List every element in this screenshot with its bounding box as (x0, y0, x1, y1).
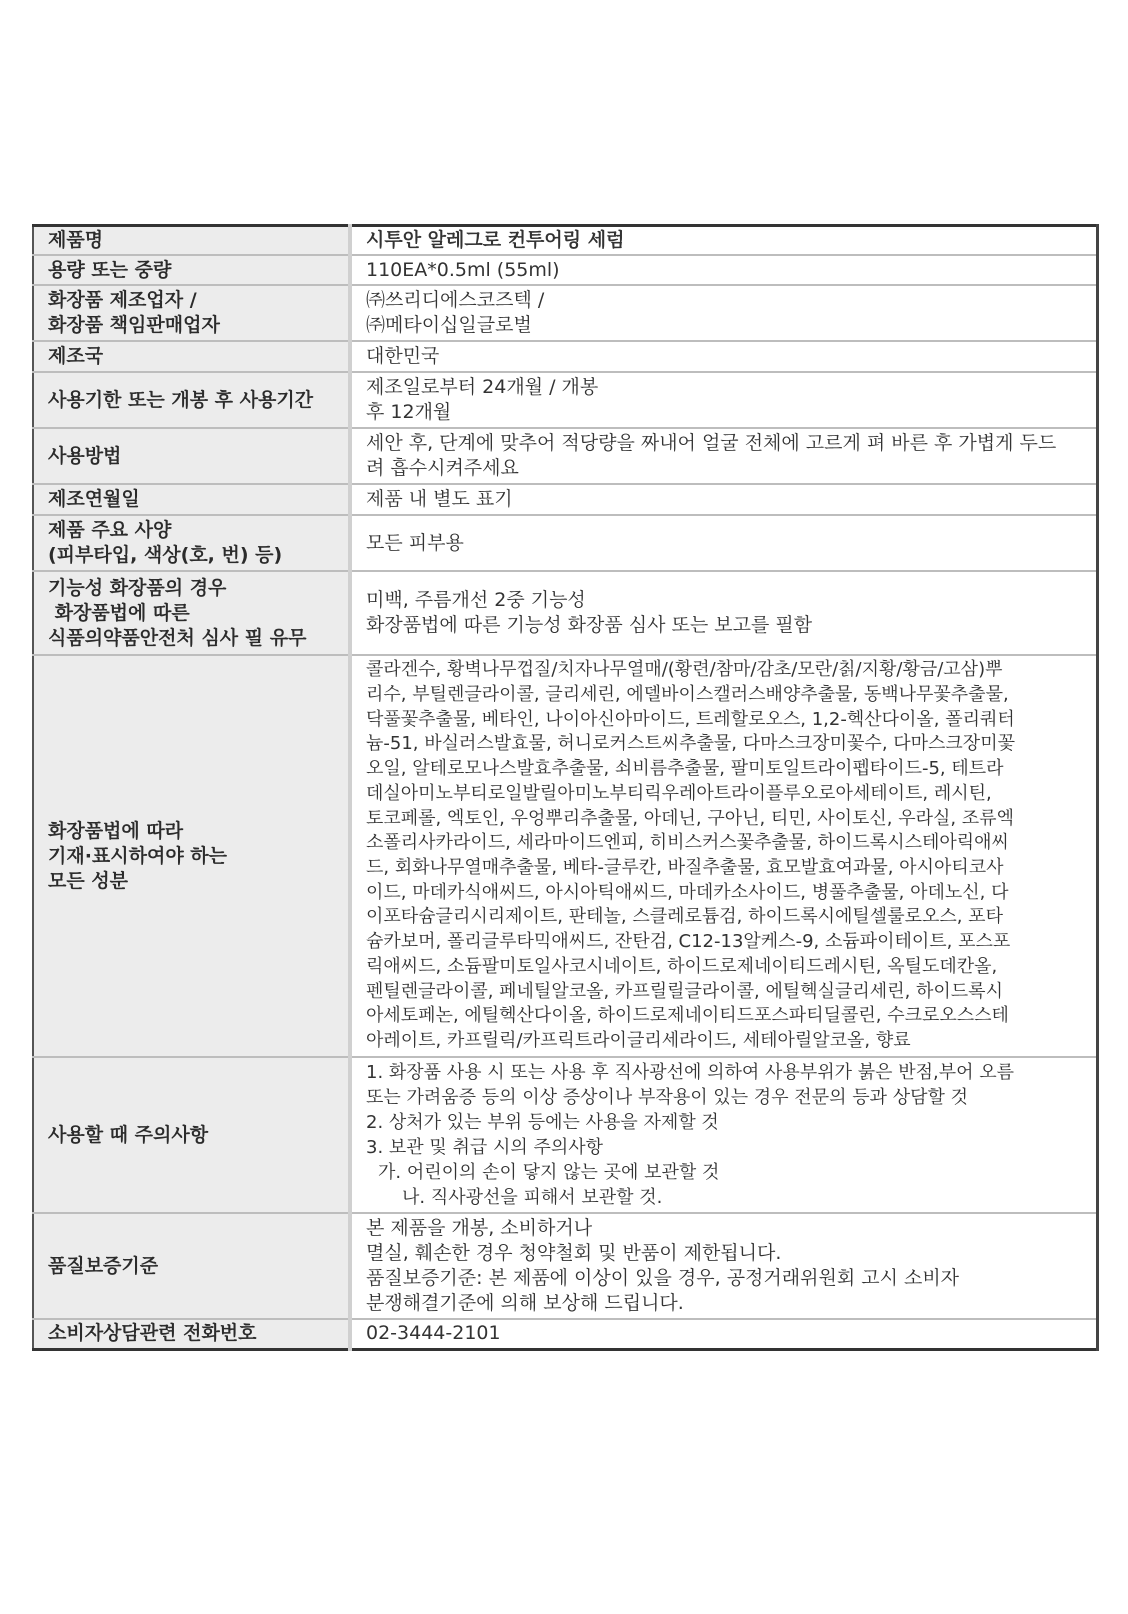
row-value-line: 세안 후, 단계에 맞추어 적당량을 짜내어 얼굴 전체에 고르게 펴 바른 후 가볍게 두드 (366, 432, 1057, 454)
caution-line: 2. 상처가 있는 부위 등에는 사용을 자제할 것 (366, 1112, 719, 1133)
row-label-line: 품질보증기준 (48, 1254, 159, 1277)
ingredient-line: 이드, 마데카식애씨드, 아시아틱애씨드, 마데카소사이드, 병풀추출물, 아데노신, 다 (366, 881, 1009, 903)
row-value (350, 655, 1098, 1057)
row-value (350, 285, 1098, 341)
ingredient-line: 토코페롤, 엑토인, 우엉뿌리추출물, 아데닌, 구아닌, 티민, 사이토신, 우라실, 조류엑 (366, 807, 1014, 829)
table-row (33, 285, 1098, 341)
row-value-line: 멸실, 훼손한 경우 청약철회 및 반품이 제한됩니다. (366, 1242, 782, 1264)
row-label-line: 화장품법에 따라 (48, 819, 184, 842)
table-row (33, 484, 1098, 515)
row-value-line: 대한민국 (366, 345, 440, 367)
row-label-line: 제조국 (48, 345, 104, 367)
ingredient-line: 콜라겐수, 황벽나무껍질/치자나무열매/(황련/참마/감초/모란/칡/지황/황금/고삼)뿌 (366, 659, 1003, 681)
row-label (33, 1319, 350, 1349)
row-value (350, 341, 1098, 372)
row-value (350, 428, 1098, 484)
table-row (33, 372, 1098, 428)
row-value-line: 후 12개월 (366, 401, 452, 423)
caution-line: 나. 직사광선을 피해서 보관할 것. (402, 1187, 663, 1208)
row-value-line: 미백, 주름개선 2중 기능성 (366, 589, 586, 611)
row-label (33, 285, 350, 341)
row-label-line: 식품의약품안전처 심사 필 유무 (48, 626, 307, 649)
table-row (33, 428, 1098, 484)
table-row (33, 1057, 1098, 1213)
table-row (33, 571, 1098, 655)
row-value-line: 분쟁해결기준에 의해 보상해 드립니다. (366, 1292, 684, 1314)
table-row (33, 1319, 1098, 1349)
caution-line: 3. 보관 및 취급 시의 주의사항 (366, 1137, 604, 1158)
product-info-table (32, 224, 1099, 1351)
row-label (33, 255, 350, 285)
row-value (350, 1319, 1098, 1349)
row-label-line: 사용할 때 주의사항 (48, 1123, 209, 1146)
row-value-line: 려 흡수시켜주세요 (366, 457, 519, 479)
row-value (350, 1057, 1098, 1213)
table-row (33, 341, 1098, 372)
ingredient-line: 닥풀꽃추출물, 베타인, 나이아신아마이드, 트레할로오스, 1,2-헥산다이올, 폴리쿼터 (366, 708, 1015, 730)
row-label-line: (피부타입, 색상(호, 번) 등) (48, 544, 283, 566)
table-row (33, 655, 1098, 1057)
ingredient-line: 아레이트, 카프릴릭/카프릭트라이글리세라이드, 세테아릴알코올, 향료 (366, 1029, 911, 1051)
row-value (350, 226, 1098, 256)
row-value-line: ㈜쓰리디에스코즈텍 / (366, 289, 545, 311)
row-label-line: 기재·표시하여야 하는 (48, 844, 228, 867)
row-label-line: 사용방법 (48, 444, 122, 467)
ingredient-line: 릭애씨드, 소듐팔미토일사코시네이트, 하이드로제네이티드레시틴, 옥틸도데칸올, (366, 955, 998, 977)
ingredient-line: 드, 회화나무열매추출물, 베타-글루칸, 바질추출물, 효모발효여과물, 아시아티코사 (366, 857, 1004, 878)
row-value-line: 모든 피부용 (366, 531, 464, 554)
row-label-line: 제품 주요 사양 (48, 519, 172, 541)
caution-line: 1. 화장품 사용 시 또는 사용 후 직사광선에 의하여 사용부위가 붉은 반점,부어 오름 (366, 1062, 1014, 1083)
row-label (33, 571, 350, 655)
row-label (33, 484, 350, 515)
ingredient-line: 펜틸렌글라이콜, 페네틸알코올, 카프릴릴글라이콜, 에틸헥실글리세린, 하이드록시 (366, 980, 1003, 1002)
row-label (33, 515, 350, 571)
phone-number: 02-3444-2101 (366, 1322, 501, 1345)
row-label-line: 제조연월일 (48, 488, 140, 510)
row-label (33, 372, 350, 428)
row-value (350, 515, 1098, 571)
row-label (33, 1213, 350, 1319)
ingredient-line: 슘카보머, 폴리글루타믹애씨드, 잔탄검, C12-13알케스-9, 소듐파이테이트, 포스포 (366, 931, 1011, 953)
row-value (350, 1213, 1098, 1319)
row-value-line: 시투안 알레그로 컨투어링 세럼 (366, 229, 625, 251)
ingredient-line: 아세토페논, 에틸헥산다이올, 하이드로제네이티드포스파티딜콜린, 수크로오스스테 (366, 1005, 1009, 1027)
row-label-line: 사용기한 또는 개봉 후 사용기간 (48, 388, 314, 411)
caution-line: 또는 가려움증 등의 이상 증상이나 부작용이 있는 경우 전문의 등과 상담할 것 (366, 1087, 968, 1108)
row-label-line: 소비자상담관련 전화번호 (48, 1322, 257, 1345)
caution-line: 가. 어린이의 손이 닿지 않는 곳에 보관할 것 (378, 1162, 720, 1183)
row-value (350, 484, 1098, 515)
row-value-line: 제품 내 별도 표기 (366, 488, 513, 510)
table-row (33, 255, 1098, 285)
row-label (33, 226, 350, 256)
row-label-line: 모든 성분 (48, 869, 129, 892)
row-label (33, 341, 350, 372)
table-row (33, 226, 1098, 256)
table-row (33, 1213, 1098, 1319)
table-row (33, 515, 1098, 571)
row-label-line: 화장품법에 따른 (48, 601, 190, 624)
ingredient-line: 늄-51, 바실러스발효물, 허니로커스트씨추출물, 다마스크장미꽃수, 다마스크장미꽃 (366, 733, 1015, 755)
ingredient-line: 오일, 알테로모나스발효추출물, 쇠비름추출물, 팔미토일트라이펩타이드-5, 테트라 (366, 758, 1004, 780)
row-value-line: 화장품법에 따른 기능성 화장품 심사 또는 보고를 필함 (366, 614, 813, 636)
ingredient-line: 데실아미노부티로일발릴아미노부티릭우레아트라이플루오로아세테이트, 레시틴, (366, 782, 992, 804)
row-value-line: 제조일로부터 24개월 / 개봉 (366, 376, 599, 398)
row-label (33, 655, 350, 1057)
ingredient-line: 이포타슘글리시리제이트, 판테놀, 스클레로튬검, 하이드록시에틸셀룰로오스, 포타 (366, 906, 1003, 928)
row-value (350, 571, 1098, 655)
row-value-line: 110EA*0.5ml (55ml) (366, 258, 560, 281)
row-label (33, 428, 350, 484)
ingredient-line: 리수, 부틸렌글라이콜, 글리세린, 에델바이스캘러스배양추출물, 동백나무꽃추출물, (366, 684, 1009, 706)
row-value (350, 372, 1098, 428)
row-label (33, 1057, 350, 1213)
row-label-line: 화장품 제조업자 / (48, 289, 197, 311)
row-label-line: 제품명 (48, 229, 104, 251)
row-value-line: 본 제품을 개봉, 소비하거나 (366, 1217, 593, 1239)
row-value-line: ㈜메타이십일글로벌 (366, 314, 532, 336)
row-value-line: 품질보증기준: 본 제품에 이상이 있을 경우, 공정거래위원회 고시 소비자 (366, 1267, 960, 1289)
row-label-line: 화장품 책임판매업자 (48, 314, 220, 336)
row-label-line: 용량 또는 중량 (48, 258, 172, 281)
row-label-line: 기능성 화장품의 경우 (48, 576, 227, 599)
ingredient-line: 소폴리사카라이드, 세라마이드엔피, 히비스커스꽃추출물, 하이드록시스테아릭애씨 (366, 832, 1009, 854)
row-value (350, 255, 1098, 285)
